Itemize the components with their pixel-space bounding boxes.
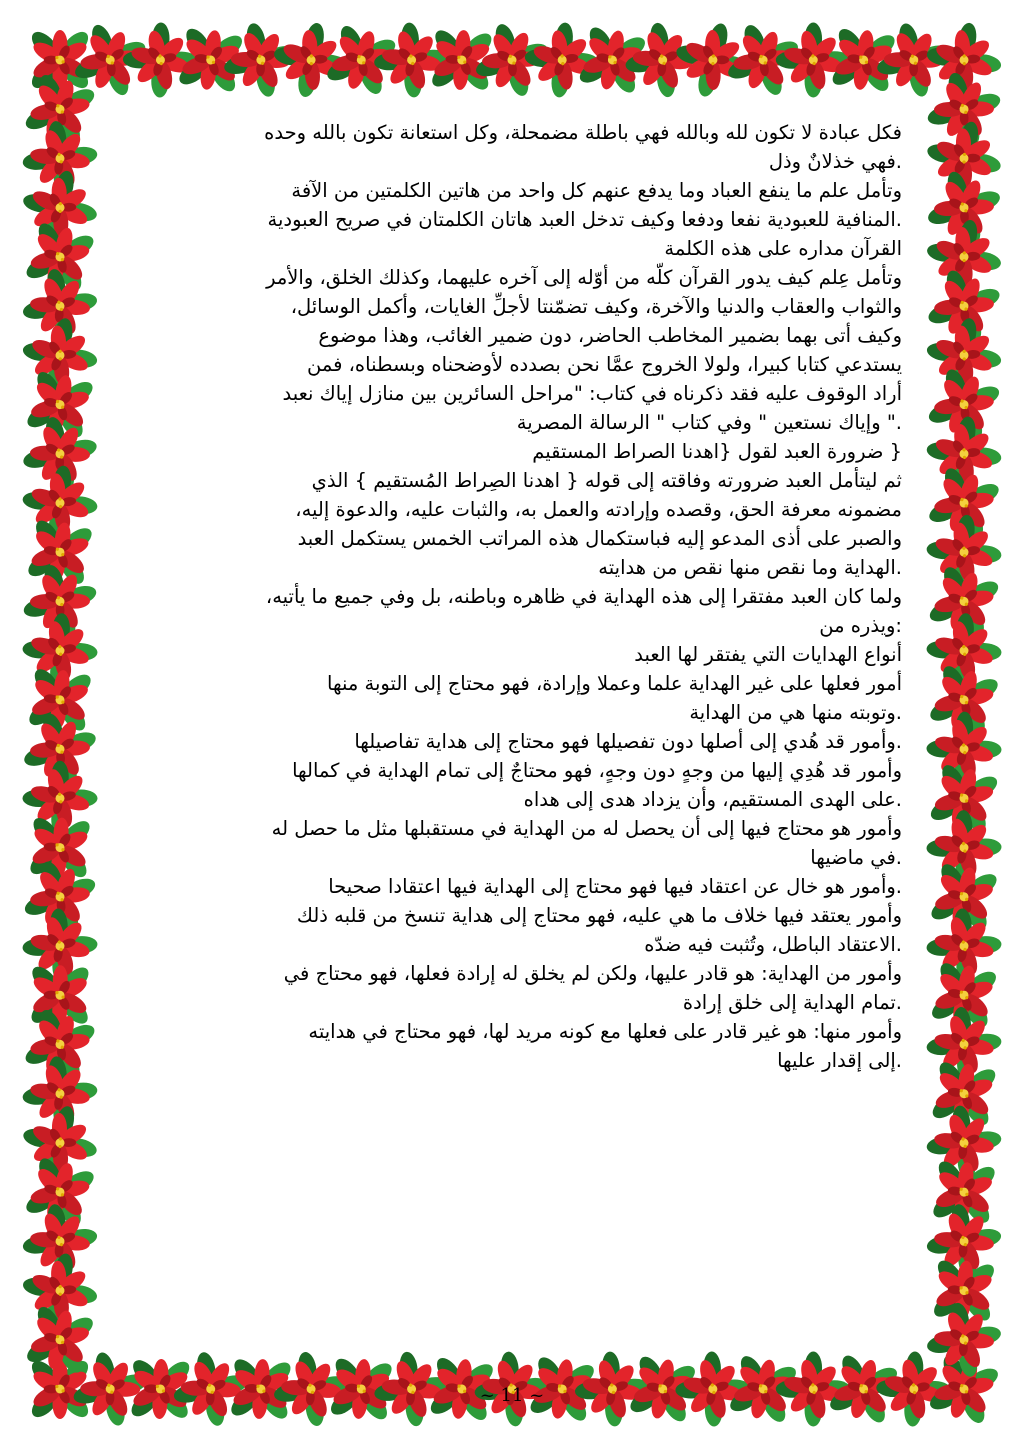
page-body	[140, 118, 902, 1075]
text-line: وأمور من الهداية: هو قادر عليها، ولكن لم يخلق له إرادة فعلها، فهو محتاج في	[283, 962, 902, 985]
section-heading: أنواع الهدايات التي يفتقر لها العبد	[634, 643, 902, 666]
text-line: وأمور يعتقد فيها خلاف ما هي عليه، فهو محتاج إلى هداية تنسخ من قلبه ذلك	[296, 904, 902, 927]
text-line: القرآن مداره على هذه الكلمة	[664, 237, 902, 260]
text-line: مضمونه معرفة الحق، وقصده وإرادته والعمل به، والثبات عليه، والدعوة إليه،	[295, 498, 902, 521]
text-line: .تمام الهداية إلى خلق إرادة	[682, 991, 902, 1014]
text-line: ." وإياك نستعين " وفي كتاب " الرسالة المصرية	[516, 411, 902, 434]
text-line: ولما كان العبد مفتقرا إلى هذه الهداية في ظاهره وباطنه، بل وفي جميع ما يأتيه،	[265, 585, 902, 608]
text-line: وأمور هو محتاج فيها إلى أن يحصل له من الهداية في مستقبلها مثل ما حصل له	[271, 817, 902, 840]
text-line: أمور فعلها على غير الهداية علما وعملا وإرادة، فهو محتاج إلى التوبة منها	[327, 672, 902, 695]
text-line: والثواب والعقاب والدنيا والآخرة، وكيف تضمّنتا لأجلِّ الغايات، وأكمل الوسائل،	[290, 295, 902, 318]
text-line: أراد الوقوف عليه فقد ذكرناه في كتاب: "مراحل السائرين بين منازل إياك نعبد	[282, 382, 902, 405]
text-line: .في ماضيها	[810, 846, 902, 869]
page-number: ~ 11 ~	[479, 1385, 545, 1406]
poinsettia-flower-icon	[27, 962, 94, 1029]
section-heading: { ضرورة العبد لقول {اهدنا الصراط المستقيم	[532, 440, 902, 463]
text-line: وتأمل عِلم كيف يدور القرآن كلّه من أوّله إلى آخره عليهما، وكذلك الخلق، والأمر	[266, 266, 902, 289]
text-line: ثم ليتأمل العبد ضرورته وفاقته إلى قوله { اهدنا الصِراط المُستقيم } الذي	[311, 469, 902, 492]
text-line: .الهداية وما نقص منها نقص من هدايته	[598, 556, 902, 579]
text-line: وتأمل علم ما ينفع العباد وما يدفع عنهم كل واحد من هاتين الكلمتين من الآفة	[291, 179, 902, 202]
text-line: وأمور منها: هو غير قادر على فعلها مع كونه مريد لها، فهو محتاج في هدايته	[308, 1020, 902, 1043]
text-line: .فهي خذلانٌ وذل	[768, 150, 902, 173]
text-line: فكل عبادة لا تكون لله وبالله فهي باطلة مضمحلة، وكل استعانة تكون بالله وحده	[264, 121, 902, 144]
text-line: .إلى إقدار عليها	[777, 1049, 902, 1072]
text-line: والصبر على أذى المدعو إليه فباستكمال هذه المراتب الخمس يستكمل العبد	[297, 527, 902, 550]
text-line: .الاعتقاد الباطل، وتُثبت فيه ضدّه	[644, 933, 902, 956]
text-line: .على الهدى المستقيم، وأن يزداد هدى إلى هداه	[523, 788, 902, 811]
poinsettia-flower-icon	[25, 813, 95, 883]
text-line: .وأمور قد هُدي إلى أصلها دون تفصيلها فهو محتاج إلى هداية تفاصيلها	[354, 730, 902, 753]
text-line: .وأمور هو خال عن اعتقاد فيها فهو محتاج إلى الهداية فيها اعتقادا صحيحا	[328, 875, 902, 898]
text-line: .المنافية للعبودية نفعا ودفعا وكيف تدخل العبد هاتان الكلمتان في صريح العبودية	[267, 208, 902, 231]
text-line: :ويذره من	[819, 614, 902, 637]
text-line: يستدعي كتابا كبيرا، ولولا الخروج عمَّا نحن بصدده لأوضحناه وبسطناه، فمن	[307, 353, 902, 376]
text-line: وأمور قد هُدِي إليها من وجهٍ دون وجهٍ، فهو محتاجٌ إلى تمام الهداية في كمالها	[292, 759, 902, 782]
text-line: .وتوبته منها هي من الهداية	[689, 701, 902, 724]
text-line: وكيف أتى بهما بضمير المخاطب الحاضر، دون ضمير الغائب، وهذا موضوع	[318, 324, 902, 347]
